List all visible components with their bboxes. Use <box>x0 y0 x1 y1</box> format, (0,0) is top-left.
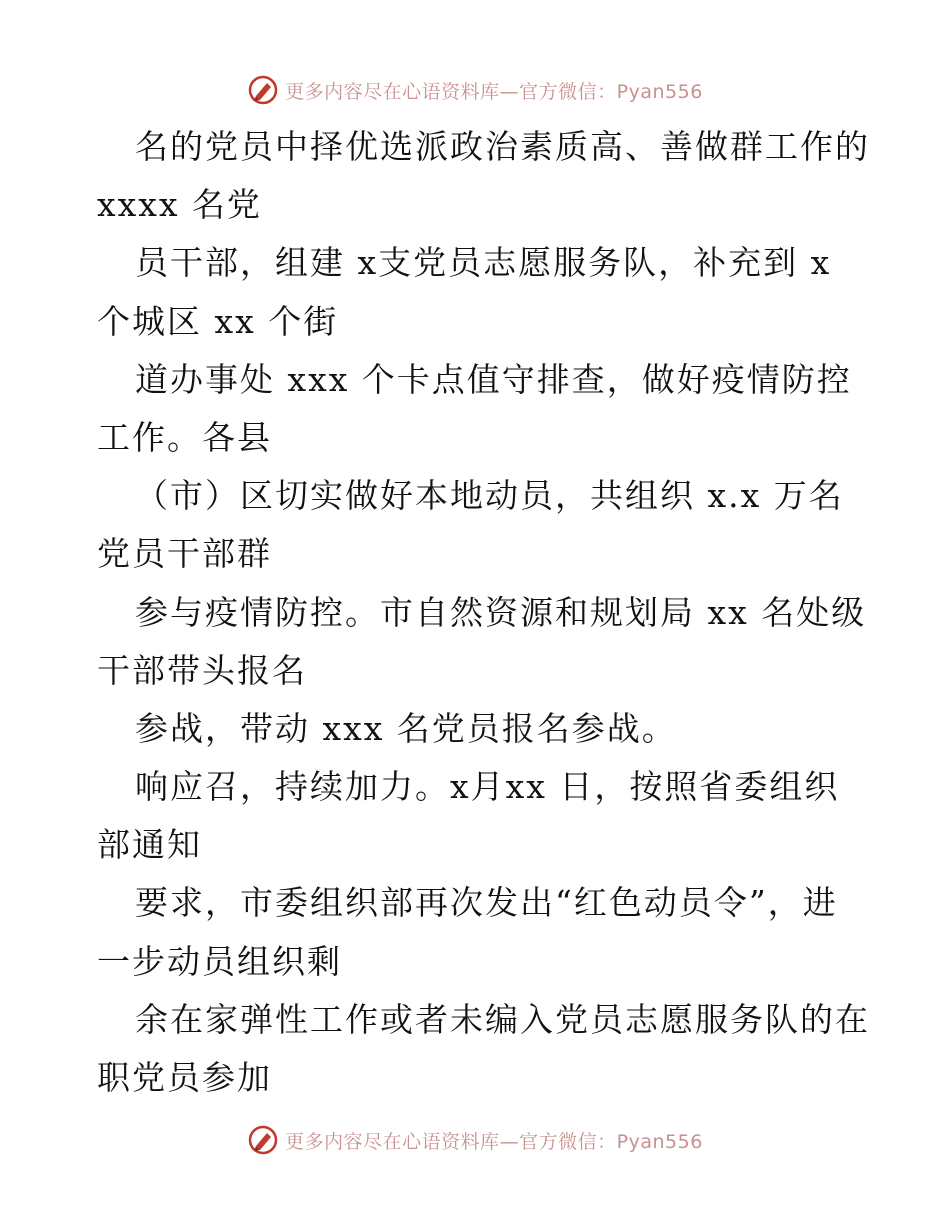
body-line: 参与疫情防控。市自然资源和规划局 xx 名处级 <box>135 592 867 632</box>
body-line: 响应召，持续加力。x月xx 日，按照省委组织 <box>135 767 840 807</box>
watermark-footer <box>0 1120 950 1160</box>
body-line: 职党员参加 <box>97 1058 272 1097</box>
body-line: 部通知 <box>97 825 202 865</box>
body-line: 一步动员组织剩 <box>97 941 342 981</box>
pen-logo-icon <box>247 1124 279 1156</box>
body-line: （市）区切实做好本地动员，共组织 x.x 万名 <box>135 476 844 516</box>
body-line: 名的党员中择优选派政治素质高、善做群工作的 <box>135 127 870 166</box>
pen-logo-icon <box>247 74 279 106</box>
body-line: 参战，带动 xxx 名党员报名参战。 <box>135 708 677 748</box>
body-line: xxxx 名党 <box>97 185 262 225</box>
body-line: 要求，市委组织部再次发出“红色动员令”，进 <box>135 883 838 923</box>
body-line: 干部带头报名 <box>97 650 307 690</box>
body-line: 员干部，组建 x支党员志愿服务队，补充到 x <box>135 243 832 283</box>
body-line: 工作。各县 <box>97 417 272 457</box>
watermark-header <box>0 70 950 110</box>
body-line: 余在家弹性工作或者未编入党员志愿服务队的在 <box>135 999 870 1039</box>
body-line: 党员干部群 <box>97 534 272 574</box>
watermark-text: 更多内容尽在心语资料库—官方微信：Pyan556 <box>285 1130 703 1153</box>
body-line: 个城区 xx 个街 <box>97 301 339 341</box>
watermark-text: 更多内容尽在心语资料库—官方微信：Pyan556 <box>285 80 703 103</box>
body-line: 道办事处 xxx 个卡点值守排查，做好疫情防控 <box>135 359 852 399</box>
document-body <box>97 118 870 1107</box>
